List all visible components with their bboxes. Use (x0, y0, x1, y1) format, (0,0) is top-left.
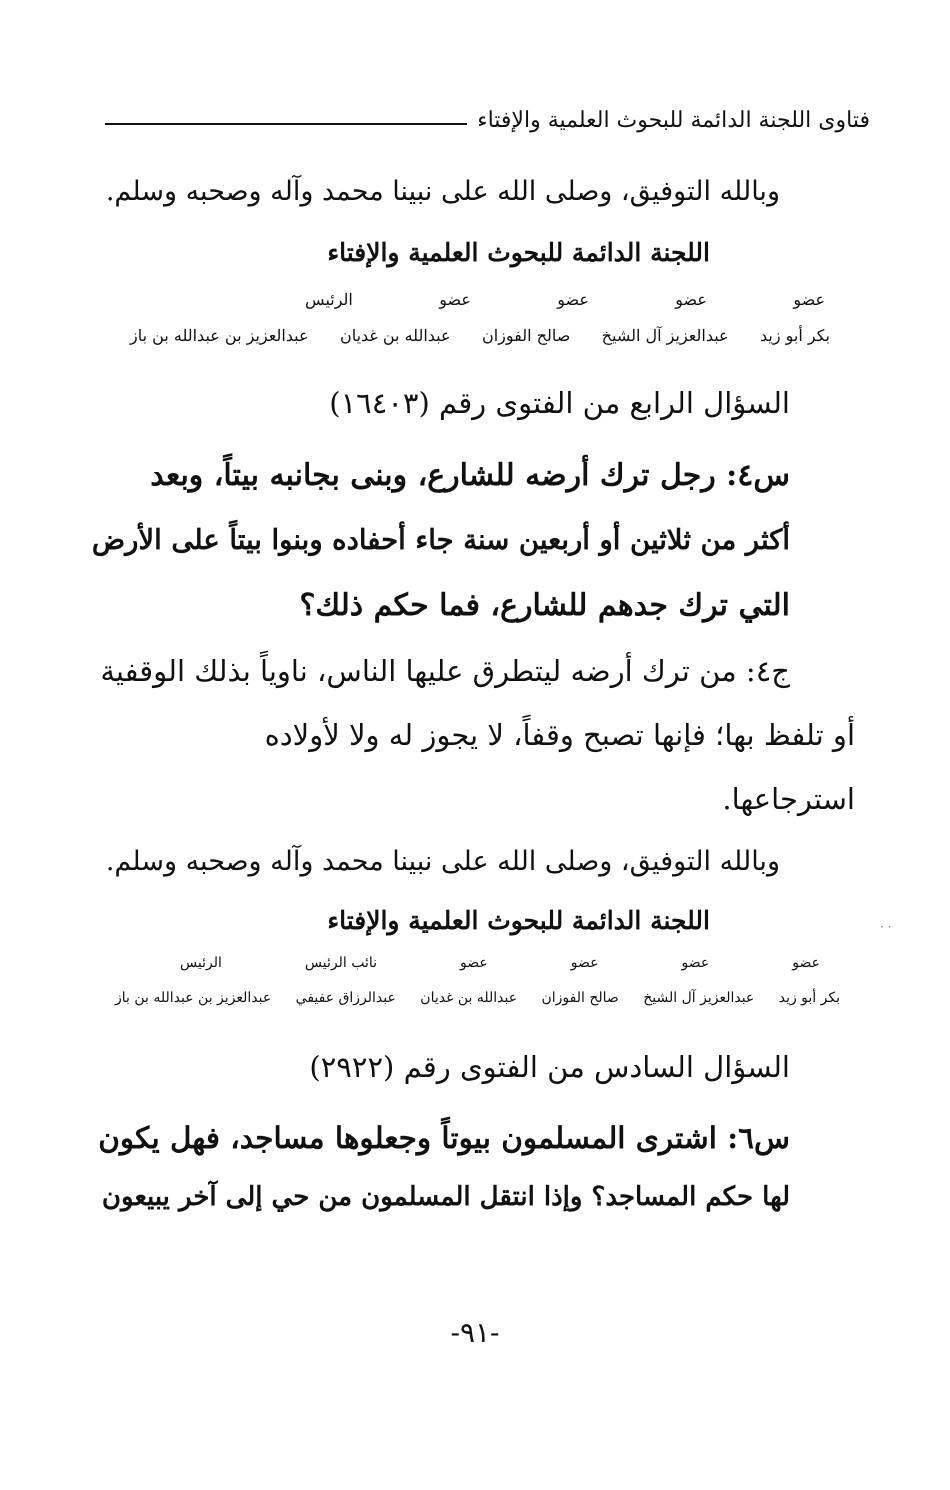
question-6-line: س٦: اشترى المسلمون بيوتاً وجعلوها مساجد، فهل يكون (98, 1120, 790, 1155)
signature-names-1 (130, 326, 830, 345)
role: الرئيس (305, 290, 353, 309)
page-number: -٩١- (450, 1316, 500, 1349)
signatory-name: عبدالرزاق عفيفي (295, 990, 396, 1006)
header-rule (105, 123, 467, 125)
role: عضو (557, 290, 589, 309)
signature-roles-1 (305, 290, 825, 309)
question-6-line: لها حكم المساجد؟ وإذا انتقل المسلمون من حي إلى آخر يبيعون (101, 1182, 790, 1212)
role: عضو (460, 955, 488, 971)
role: عضو (792, 955, 820, 971)
question-4-line: أكثر من ثلاثين أو أربعين سنة جاء أحفاده وبنوا بيتاً على الأرض (91, 524, 790, 556)
signatory-name: بكر أبو زيد (759, 326, 830, 345)
committee-name-1: اللجنة الدائمة للبحوث العلمية والإفتاء (327, 238, 710, 267)
closing-formula-2: وبالله التوفيق، وصلى الله على نبينا محمد وآله وصحبه وسلم. (105, 846, 780, 877)
signatory-name: صالح الفوزان (481, 326, 571, 345)
role: عضو (793, 290, 825, 309)
signatory-name: صالح الفوزان (541, 990, 619, 1006)
signature-roles-2 (180, 955, 820, 971)
running-header (105, 100, 870, 140)
running-title: فتاوى اللجنة الدائمة للبحوث العلمية والإفتاء (477, 107, 870, 133)
question-4-line: س٤: رجل ترك أرضه للشارع، وبنى بجانبه بيتاً، وبعد (150, 458, 790, 493)
answer-4-line: أو تلفظ بها؛ فإنها تصبح وقفاً، لا يجوز له ولا لأولاده (264, 718, 855, 752)
role: عضو (570, 955, 599, 971)
question-4-title: السؤال الرابع من الفتوى رقم (١٦٤٠٣) (329, 386, 790, 420)
role: عضو (681, 955, 710, 971)
question-4-line: التي ترك جدهم للشارع، فما حكم ذلك؟ (299, 588, 790, 623)
role: نائب الرئيس (304, 955, 377, 971)
closing-formula-1: وبالله التوفيق، وصلى الله على نبينا محمد وآله وصحبه وسلم. (105, 176, 780, 207)
answer-4-line: ج٤: من ترك أرضه ليتطرق عليها الناس، ناوياً بذلك الوقفية (100, 654, 790, 688)
role: عضو (439, 290, 471, 309)
signature-names-2 (115, 990, 840, 1006)
role: عضو (675, 290, 707, 309)
signatory-name: عبدالله بن غديان (420, 990, 518, 1006)
signatory-name: عبدالعزيز بن عبدالله بن باز (130, 326, 309, 345)
signatory-name: عبدالله بن غديان (339, 326, 451, 345)
signatory-name: عبدالعزيز آل الشيخ (643, 990, 755, 1006)
signatory-name: عبدالعزيز آل الشيخ (601, 326, 729, 345)
role: الرئيس (180, 955, 222, 971)
answer-4-line: استرجاعها. (722, 782, 855, 816)
signatory-name: بكر أبو زيد (778, 990, 840, 1006)
committee-name-2: اللجنة الدائمة للبحوث العلمية والإفتاء (327, 906, 710, 935)
margin-specks: · · (880, 920, 892, 934)
signatory-name: عبدالعزيز بن عبدالله بن باز (115, 990, 272, 1006)
question-6-title: السؤال السادس من الفتوى رقم (٢٩٢٢) (309, 1050, 790, 1084)
